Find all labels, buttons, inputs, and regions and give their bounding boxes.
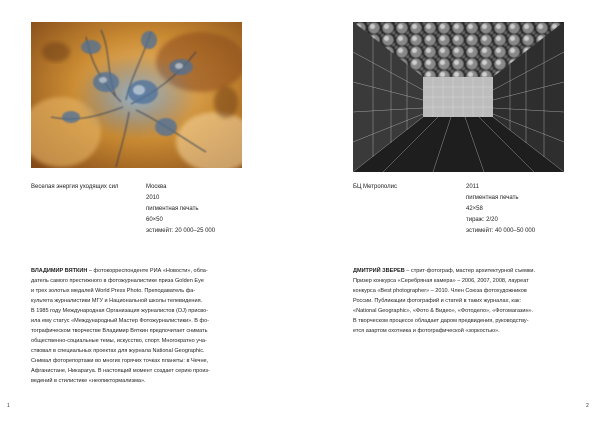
bio-line: «National Geographic», «Фото & Видео», «Фотодело», «Фотомагазин». [353, 308, 534, 314]
author-name-left: ВЛАДИМИР ВЯТКИН [31, 268, 88, 274]
bio-line: Афганистане, Никарагуа. В настоящий момент создает серию произ- [31, 368, 210, 374]
bio-line: – стрит-фотограф, мастер архитектурной съемки. [404, 268, 536, 274]
author-bio-left [31, 266, 263, 386]
bio-line: ствовал в специальных проектах для журнала National Geographic. [31, 348, 205, 354]
artwork-size: 60×50 [146, 217, 163, 223]
bio-line: Снимал фоторепортажи во многих горячих точках планеты: в Чечне, [31, 358, 209, 364]
artwork-edition: тираж: 2/20 [466, 217, 498, 223]
artwork-estimate: эстимейт: 20 000–25 000 [146, 228, 216, 234]
bio-line: ила ему статус «Международный Мастер Фотожурналистики». В фо- [31, 318, 210, 324]
bio-line: – фотокорреспонденте РИА «Новости», обла- [87, 268, 208, 274]
bio-line: ведений в стилистике «неопиктормализма». [31, 378, 146, 384]
artwork-year: 2011 [466, 184, 479, 190]
bio-line: В 1985 году Международная Организация журналистов (ОЈ) присво- [31, 308, 209, 314]
artwork-image-right [353, 22, 564, 172]
artwork-city: Москва [146, 184, 167, 190]
artwork-technique: пигментная печать [466, 195, 519, 201]
bio-line: и трех золотых медалей World Press Photo. Преподаватель фа- [31, 288, 196, 294]
artwork-year: 2010 [146, 195, 160, 201]
bio-line: тографическом творчестве Владимир Вяткин предпочитает снимать [31, 328, 208, 334]
artwork-details-left [146, 182, 215, 237]
bio-line: общественно-социальные темы, искусство, спорт. Многократно уча- [31, 338, 207, 344]
artwork-details-right [466, 182, 535, 237]
bio-line: культета журналистики МГУ и Национальной школы телевидения. [31, 298, 203, 304]
artwork-size: 42×58 [466, 206, 483, 212]
artwork-image-left [31, 22, 242, 168]
bio-line: России. Публикации фотографий и статей в таких журналах, как: [353, 298, 522, 304]
artwork-title-left: Веселая энергия уходящих сил [31, 184, 119, 190]
bio-line: ется азартом охотника и фотографической «зоркостью». [353, 328, 500, 334]
bio-line: конкурса «Best photographer» – 2010. Член Союза фотохудожников [353, 288, 527, 294]
bio-line: Призер конкурса «Серебряная камера» – 2006, 2007, 2008, лауреат [353, 278, 529, 284]
artwork-estimate: эстимейт: 40 000–50 000 [466, 228, 536, 234]
page-number-right: 2 [586, 403, 589, 409]
author-bio-right [353, 266, 585, 336]
bio-line: датель самого престижного в фотожурналистике приза Golden Eye [31, 278, 204, 284]
bio-line: В творческом процессе обладает даром предвидения, руководству- [353, 318, 529, 324]
artwork-technique: пигментная печать [146, 206, 199, 212]
page-number-left: 1 [7, 403, 10, 409]
author-name-right: ДМИТРИЙ ЗВЕРЕВ [353, 268, 405, 274]
artwork-title-right: БЦ Метрополис [353, 184, 397, 190]
